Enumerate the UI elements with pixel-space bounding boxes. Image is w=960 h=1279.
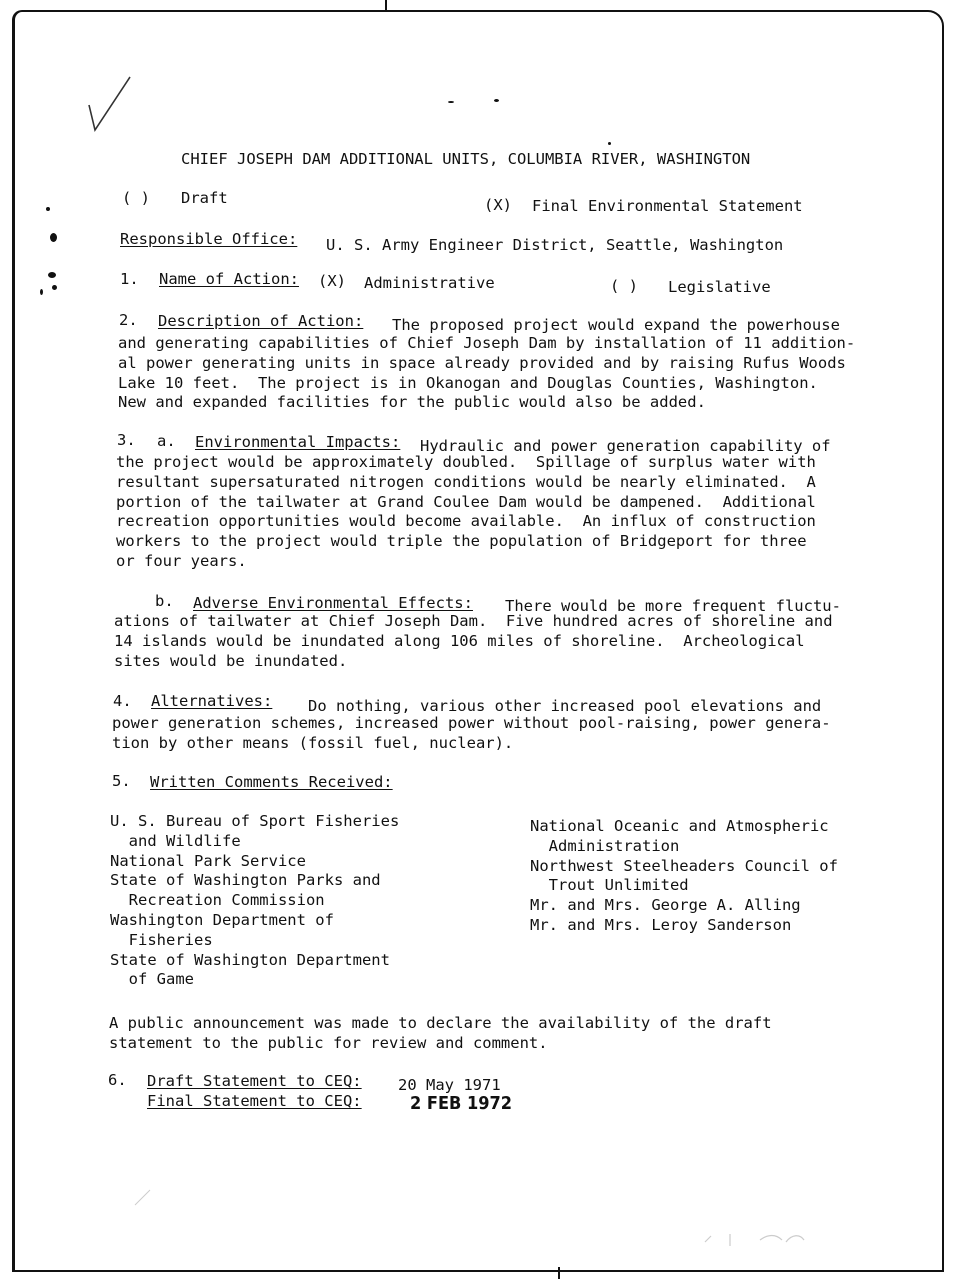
item3a-body: the project would be approximately doubled. Spillage of surplus water with resultant supersaturated nitrogen conditions would be nearly eliminated. A portion of the tailwater at Grand Coulee Dam would be dampened. Additional recreation opportunities would become available. An influx of construction workers to the project would triple the population of Bridgeport for three or four years. xyxy=(116,453,816,570)
draft-statement-label: Draft Statement to CEQ: xyxy=(147,1072,362,1090)
draft-label: Draft xyxy=(181,189,228,207)
speck xyxy=(494,99,499,102)
announcement-paragraph: A public announcement was made to declare the availability of the draft statement to the public for review and comment. xyxy=(109,1014,772,1052)
final-checkbox: (X) xyxy=(484,196,512,214)
top-fold-mark xyxy=(385,0,387,12)
item4-line: Do nothing, various other increased pool elevations and xyxy=(308,697,822,715)
speck xyxy=(608,142,611,145)
item2-line: The proposed project would expand the powerhouse xyxy=(392,316,840,334)
speck xyxy=(52,285,57,290)
item3a-label: Environmental Impacts: xyxy=(195,433,401,451)
comments-right-column: National Oceanic and Atmospheric Administration Northwest Steelheaders Council of Trout Unlimited Mr. and Mrs. George A. Alling Mr. and Mrs. Leroy Sanderson xyxy=(530,817,838,934)
faint-pencil-mark xyxy=(130,1185,160,1210)
item3b-body: ations of tailwater at Chief Joseph Dam. Five hundred acres of shoreline and 14 islands would be inundated along 106 miles of shoreline. Archeological sites would be inundated. xyxy=(114,612,833,670)
legislative-checkbox: ( ) xyxy=(610,277,638,295)
item3-number: 3. xyxy=(117,431,136,449)
faint-handwriting-mark xyxy=(700,1222,810,1252)
speck xyxy=(448,101,454,103)
item5-number: 5. xyxy=(112,772,131,790)
document-title: CHIEF JOSEPH DAM ADDITIONAL UNITS, COLUMBIA RIVER, WASHINGTON xyxy=(181,150,751,168)
speck xyxy=(40,289,43,295)
final-statement-label: Final Statement to CEQ: xyxy=(147,1092,362,1110)
administrative-checkbox: (X) xyxy=(318,272,346,290)
comments-left-column: U. S. Bureau of Sport Fisheries and Wildlife National Park Service State of Washington Parks and Recreation Commission Washington Department of Fisheries State of Washington Department of Game xyxy=(110,812,400,989)
final-statement-date-stamp: 2 FEB 1972 xyxy=(410,1093,513,1114)
final-label: Final Environmental Statement xyxy=(532,197,803,215)
item2-body: and generating capabilities of Chief Joseph Dam by installation of 11 addition- al power generating units in space already provided and by raising Rufus Woods Lake 10 feet. The project is in Okanogan and Douglas Counties, Washington. New and expanded facilities for the public would also be added. xyxy=(118,334,856,412)
draft-statement-date: 20 May 1971 xyxy=(398,1076,501,1094)
item3a-sub: a. xyxy=(157,432,176,450)
draft-checkbox: ( ) xyxy=(122,189,150,207)
item4-label: Alternatives: xyxy=(151,692,273,710)
item3b-line: There would be more frequent fluctu- xyxy=(505,597,841,615)
item5-label: Written Comments Received: xyxy=(150,773,393,791)
item1-label: Name of Action: xyxy=(159,270,299,288)
item4-body: power generation schemes, increased power without pool-raising, power genera- tion by other means (fossil fuel, nuclear). xyxy=(112,714,831,752)
item2-number: 2. xyxy=(119,311,138,329)
item6-number: 6. xyxy=(108,1071,127,1089)
speck xyxy=(50,233,57,242)
item4-number: 4. xyxy=(113,692,132,710)
bottom-fold-mark xyxy=(558,1267,560,1279)
item1-number: 1. xyxy=(120,270,139,288)
speck xyxy=(46,207,50,211)
item2-label: Description of Action: xyxy=(158,312,364,330)
responsible-office-label: Responsible Office: xyxy=(120,230,298,248)
item3a-line: Hydraulic and power generation capability of xyxy=(420,437,831,455)
handwritten-check-mark xyxy=(85,75,135,135)
legislative-label: Legislative xyxy=(668,278,771,296)
administrative-label: Administrative xyxy=(364,274,495,292)
speck xyxy=(48,272,56,278)
item3b-sub: b. xyxy=(155,592,174,610)
item3b-label: Adverse Environmental Effects: xyxy=(193,594,473,612)
responsible-office-value: U. S. Army Engineer District, Seattle, Washington xyxy=(326,236,784,254)
